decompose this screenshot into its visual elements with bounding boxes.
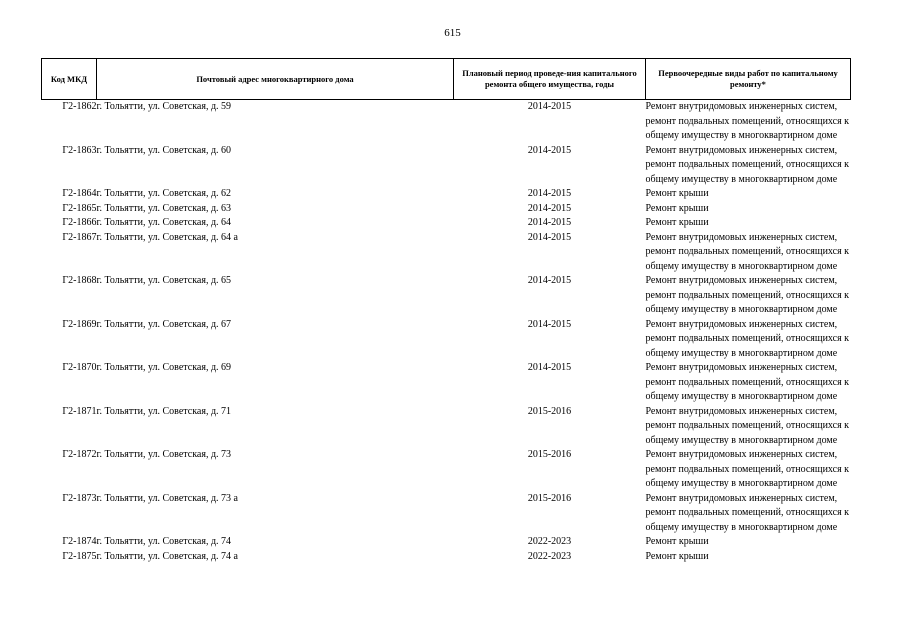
cell-period: 2014-2015 — [527, 188, 572, 199]
header-code: Код МКД — [42, 59, 97, 100]
table-row — [42, 550, 851, 565]
cell-address: г. Тольятти, ул. Советская, д. 69 — [96, 362, 232, 373]
works-line: Ремонт крыши — [645, 202, 709, 214]
table-row — [42, 144, 851, 188]
cell-code: Г2-1864 — [62, 188, 97, 199]
table-row — [42, 535, 851, 550]
table-row — [42, 100, 851, 144]
cell-period: 2014-2015 — [527, 202, 572, 214]
works-line: Ремонт внутридомовых инженерных систем, — [645, 318, 838, 330]
cell-code: Г2-1870 — [62, 362, 97, 373]
table-row — [42, 405, 851, 449]
cell-code: Г2-1863 — [62, 144, 97, 156]
works-line: общему имуществу в многоквартирном доме — [645, 130, 838, 141]
cell-works — [646, 492, 851, 536]
cell-works — [646, 550, 851, 565]
cell-code: Г2-1874 — [62, 536, 97, 547]
cell-period: 2014-2015 — [527, 275, 572, 286]
cell-works — [646, 448, 851, 492]
table-row — [42, 216, 851, 231]
cell-period: 2015-2016 — [527, 405, 572, 417]
cell-period: 2014-2015 — [527, 217, 572, 228]
cell-period: 2022-2023 — [527, 536, 572, 547]
table-row — [42, 318, 851, 362]
header-period: Плановый период проведе-ния капитального ремонта общего имущества, годы — [454, 59, 646, 100]
works-line: ремонт подвальных помещений, относящихся к — [645, 115, 850, 127]
cell-address: г. Тольятти, ул. Советская, д. 64 а — [96, 231, 238, 243]
cell-code: Г2-1865 — [62, 202, 97, 214]
works-line: Ремонт крыши — [645, 188, 709, 199]
table-row — [42, 448, 851, 492]
table-row — [42, 274, 851, 318]
works-line: Ремонт крыши — [645, 217, 709, 228]
works-line: общему имуществу в многоквартирном доме — [645, 521, 838, 533]
works-line: Ремонт крыши — [645, 550, 709, 562]
cell-address: г. Тольятти, ул. Советская, д. 59 — [96, 101, 232, 112]
page-number: 615 — [444, 27, 461, 39]
cell-works — [646, 202, 851, 217]
table-row — [42, 492, 851, 536]
works-line: общему имуществу в многоквартирном доме — [645, 173, 838, 185]
cell-period: 2014-2015 — [527, 231, 572, 243]
cell-code: Г2-1867 — [62, 231, 97, 243]
works-line: Ремонт крыши — [645, 536, 709, 547]
cell-works — [646, 318, 851, 362]
cell-period: 2014-2015 — [527, 362, 572, 373]
cell-address: г. Тольятти, ул. Советская, д. 67 — [96, 318, 232, 330]
cell-period: 2022-2023 — [527, 550, 572, 562]
table-row — [42, 361, 851, 405]
cell-address: г. Тольятти, ул. Советская, д. 71 — [96, 405, 232, 417]
cell-works — [646, 274, 851, 318]
cell-address: г. Тольятти, ул. Советская, д. 73 а — [96, 492, 238, 504]
works-line: Ремонт внутридомовых инженерных систем, — [645, 231, 838, 243]
cell-code: Г2-1875 — [62, 550, 97, 562]
works-line: общему имуществу в многоквартирном доме — [645, 347, 838, 359]
cell-address: г. Тольятти, ул. Советская, д. 73 — [96, 449, 232, 460]
works-line: общему имуществу в многоквартирном доме — [645, 478, 838, 489]
works-line: общему имуществу в многоквартирном доме — [645, 304, 838, 315]
table-row — [42, 187, 851, 202]
cell-works — [646, 405, 851, 449]
cell-works — [646, 535, 851, 550]
capital-repair-table — [41, 58, 851, 564]
cell-address: г. Тольятти, ул. Советская, д. 63 — [96, 202, 232, 214]
works-line: Ремонт внутридомовых инженерных систем, — [645, 275, 838, 286]
works-line: общему имуществу в многоквартирном доме — [645, 391, 838, 402]
cell-works — [646, 361, 851, 405]
works-line: ремонт подвальных помещений, относящихся к — [645, 376, 850, 388]
cell-code: Г2-1873 — [62, 492, 97, 504]
works-line: Ремонт внутридомовых инженерных систем, — [645, 144, 838, 156]
works-line: ремонт подвальных помещений, относящихся к — [645, 246, 850, 257]
works-line: ремонт подвальных помещений, относящихся к — [645, 289, 850, 301]
works-line: Ремонт внутридомовых инженерных систем, — [645, 101, 838, 112]
cell-address: г. Тольятти, ул. Советская, д. 74 а — [96, 550, 238, 562]
cell-code: Г2-1869 — [62, 318, 97, 330]
cell-works — [646, 144, 851, 188]
cell-works — [646, 100, 851, 144]
works-line: Ремонт внутридомовых инженерных систем, — [645, 405, 838, 417]
cell-address: г. Тольятти, ул. Советская, д. 60 — [96, 144, 232, 156]
cell-period: 2014-2015 — [527, 318, 572, 330]
cell-period: 2015-2016 — [527, 492, 572, 504]
table-row — [42, 202, 851, 217]
header-works: Первоочередные виды работ по капитальному ремонту* — [646, 59, 851, 100]
cell-address: г. Тольятти, ул. Советская, д. 65 — [96, 275, 232, 286]
works-line: Ремонт внутридомовых инженерных систем, — [645, 362, 838, 373]
cell-period: 2014-2015 — [527, 101, 572, 112]
cell-works — [646, 187, 851, 202]
cell-period: 2014-2015 — [527, 144, 572, 156]
cell-code: Г2-1862 — [62, 101, 97, 112]
works-line: общему имуществу в многоквартирном доме — [645, 434, 838, 446]
works-line: ремонт подвальных помещений, относящихся к — [645, 159, 850, 170]
cell-period: 2015-2016 — [527, 449, 572, 460]
cell-code: Г2-1868 — [62, 275, 97, 286]
works-line: Ремонт внутридомовых инженерных систем, — [645, 492, 838, 504]
header-address: Почтовый адрес многоквартирного дома — [97, 59, 454, 100]
table-header — [42, 59, 851, 100]
cell-address: г. Тольятти, ул. Советская, д. 74 — [96, 536, 232, 547]
table-body — [42, 100, 851, 565]
cell-address: г. Тольятти, ул. Советская, д. 64 — [96, 217, 232, 228]
works-line: ремонт подвальных помещений, относящихся к — [645, 507, 850, 518]
works-line: ремонт подвальных помещений, относящихся к — [645, 463, 850, 475]
cell-address: г. Тольятти, ул. Советская, д. 62 — [96, 188, 232, 199]
works-line: общему имуществу в многоквартирном доме — [645, 260, 838, 272]
table-row — [42, 231, 851, 275]
cell-works — [646, 231, 851, 275]
works-line: ремонт подвальных помещений, относящихся к — [645, 333, 850, 344]
cell-code: Г2-1871 — [62, 405, 97, 417]
cell-works — [646, 216, 851, 231]
cell-code: Г2-1872 — [62, 449, 97, 460]
cell-code: Г2-1866 — [62, 217, 97, 228]
works-line: Ремонт внутридомовых инженерных систем, — [645, 449, 838, 460]
works-line: ремонт подвальных помещений, относящихся к — [645, 420, 850, 431]
